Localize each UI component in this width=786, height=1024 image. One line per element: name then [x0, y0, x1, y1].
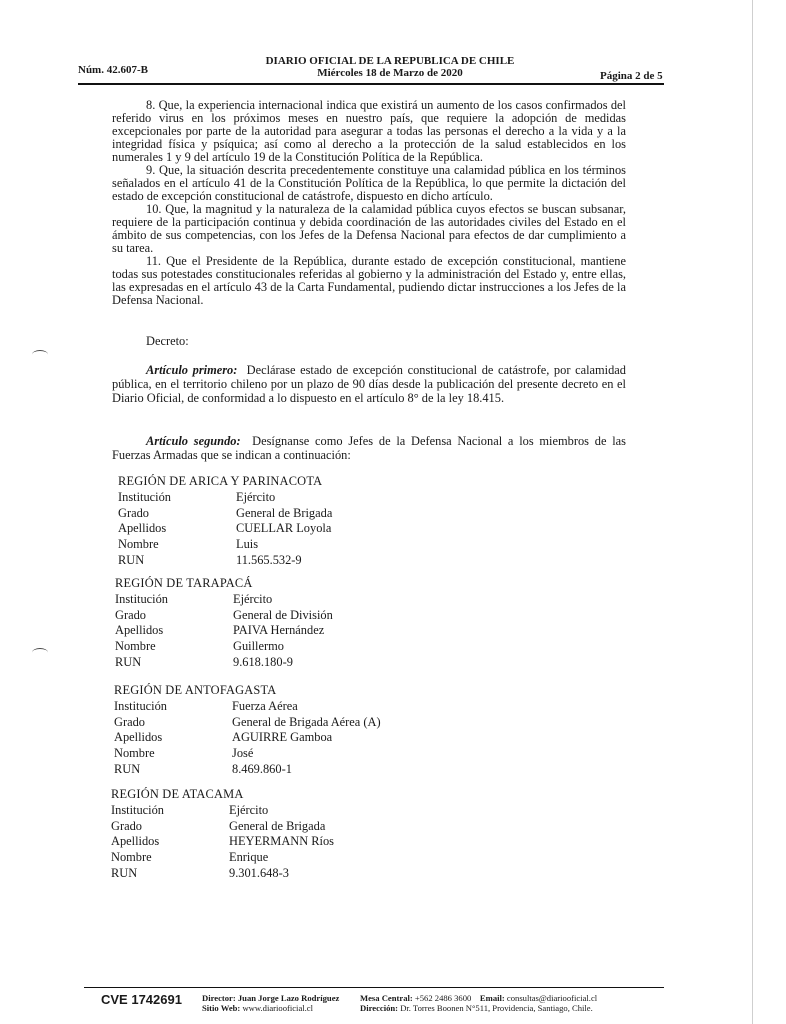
region-block [118, 474, 332, 569]
field-row [111, 834, 334, 850]
field-label: Nombre [115, 639, 156, 654]
field-row [118, 490, 332, 506]
field-row [115, 608, 333, 624]
field-value: General de Brigada [236, 505, 333, 520]
header-divider [78, 83, 664, 85]
field-row [115, 623, 333, 639]
gazette-title-block [180, 55, 600, 79]
field-label: RUN [111, 865, 138, 880]
field-row [115, 655, 333, 671]
field-value: Luis [236, 537, 259, 552]
field-label: Nombre [118, 537, 159, 552]
field-row [115, 592, 333, 608]
field-value: Enrique [229, 850, 269, 865]
email-link[interactable]: consultas@diariooficial.cl [506, 993, 598, 1003]
footer-value: Dr. Torres Boonen N°511, Providencia, Santiago, Chile. [400, 1003, 593, 1013]
field-value: 9.301.648-3 [229, 865, 289, 880]
article-paragraph [112, 434, 626, 462]
article-heading: Artículo primero: [146, 363, 238, 377]
region-block [111, 787, 334, 882]
page-indicator: Página 2 de 5 [600, 70, 663, 82]
decreto-label: Decreto: [146, 334, 189, 348]
article-text: Desígnanse como Jefes de la Defensa Nacional a los miembros de las Fuerzas Armadas que se indican a continuación: [112, 434, 626, 462]
field-value: José [232, 746, 254, 761]
issue-number: Núm. 42.607-B [78, 64, 148, 76]
field-row [118, 506, 332, 522]
field-label: Grado [115, 607, 146, 622]
field-label: Nombre [114, 746, 155, 761]
field-label: Institución [115, 591, 168, 606]
field-value: Fuerza Aérea [232, 698, 298, 713]
article-paragraph [112, 363, 626, 405]
field-row [111, 850, 334, 866]
footer-label: Email: [479, 993, 505, 1003]
field-value: Ejército [229, 802, 269, 817]
paragraph: 9. Que, la situación descrita precedentemente constituye una calamidad pública en los términos señalados en el artículo 41 de la Constitución Política de la República, lo que permite la dictación del estado de excepción constitucional de catástrofe, dispuesto en dicho artículo. [112, 163, 626, 203]
field-value: Guillermo [233, 639, 284, 654]
field-value: Ejército [236, 489, 276, 504]
field-value: PAIVA Hernández [233, 623, 325, 638]
field-label: Institución [118, 489, 171, 504]
field-row [111, 866, 334, 882]
article-first [112, 363, 626, 405]
field-row [111, 819, 334, 835]
field-label: Institución [114, 698, 167, 713]
paragraph: 8. Que, la experiencia internacional indica que existirá un aumento de los casos confirmados del referido virus en los próximos meses en nuestro país, que requiere la adopción de medidas excepcionales por parte de la autoridad para asegurar a todas las personas el derecho a la vida y a la integridad física y psíquica; así como al derecho a la protección de la salud establecidos en los numerales 1 y 9 del artículo 19 de la Constitución Política de la República. [112, 98, 626, 164]
gazette-title: DIARIO OFICIAL DE LA REPUBLICA DE CHILE [265, 55, 515, 67]
region-title: REGIÓN DE ANTOFAGASTA [114, 683, 277, 697]
punch-hole-mark [32, 350, 48, 359]
field-label: Apellidos [114, 730, 163, 745]
field-label: Apellidos [118, 521, 167, 536]
field-value: General de División [233, 607, 333, 622]
website-link[interactable]: www.diariooficial.cl [242, 1003, 313, 1013]
region-title: REGIÓN DE ARICA Y PARINACOTA [118, 474, 323, 488]
field-row [114, 699, 381, 715]
field-value: General de Brigada Aérea (A) [232, 714, 381, 729]
field-value: General de Brigada [229, 818, 326, 833]
footer-label: Dirección: [360, 1003, 399, 1013]
field-row [114, 715, 381, 731]
considerations-block [112, 99, 626, 307]
footer-address [360, 1003, 593, 1013]
field-label: Grado [111, 818, 142, 833]
article-second [112, 434, 626, 462]
field-row [118, 537, 332, 553]
paragraph: 10. Que, la magnitud y la naturaleza de la calamidad pública cuyos efectos se buscan subsanar, requiere de la participación continua y debida coordinación de las autoridades civiles del Estado en el ámbito de sus competencias, con los Jefes de la Defensa Nacional para efectos de dar cumplimiento a su tarea. [112, 202, 626, 255]
field-value: 9.618.180-9 [233, 654, 293, 669]
footer-central [360, 993, 597, 1003]
footer-label: Mesa Central: [360, 993, 413, 1003]
field-row [118, 553, 332, 569]
footer-divider [84, 987, 664, 988]
region-title: REGIÓN DE TARAPACÁ [115, 576, 253, 590]
cve-code: CVE 1742691 [101, 992, 182, 1007]
field-label: Apellidos [115, 623, 164, 638]
field-value: 11.565.532-9 [236, 552, 302, 567]
field-label: RUN [115, 654, 142, 669]
field-value: HEYERMANN Ríos [229, 834, 334, 849]
field-value: Ejército [233, 591, 273, 606]
article-text: Declárase estado de excepción constitucional de catástrofe, por calamidad pública, en el territorio chileno por un plazo de 90 días desde la publicación del presente decreto en el Diario Oficial, de conformidad a lo dispuesto en el artículo 8° de la ley 18.415. [112, 363, 626, 405]
field-label: Grado [118, 505, 149, 520]
footer-value: Juan Jorge Lazo Rodríguez [237, 993, 340, 1003]
field-label: Apellidos [111, 834, 160, 849]
paragraph: 11. Que el Presidente de la República, durante estado de excepción constitucional, mantiene todas sus potestades constitucionales referidas al gobierno y la administración del Estado y, entre ellas, las expresadas en el artículo 43 de la Carta Fundamental, pudiendo dictar instrucciones a los Jefes de la Defensa Nacional. [112, 254, 626, 307]
field-row [118, 521, 332, 537]
punch-hole-mark [32, 648, 48, 657]
field-row [115, 639, 333, 655]
field-label: RUN [118, 552, 145, 567]
issue-date: Miércoles 18 de Marzo de 2020 [317, 67, 463, 79]
field-row [114, 746, 381, 762]
footer-label: Sitio Web: [202, 1003, 241, 1013]
footer-label: Director: [202, 993, 236, 1003]
footer-value: +562 2486 3600 [414, 993, 472, 1003]
field-row [114, 762, 381, 778]
region-block [114, 683, 381, 778]
field-label: Nombre [111, 850, 152, 865]
region-block [115, 576, 333, 671]
field-label: Institución [111, 802, 164, 817]
footer-website [202, 1003, 313, 1013]
field-row [114, 730, 381, 746]
field-row [111, 803, 334, 819]
article-heading: Artículo segundo: [146, 434, 241, 448]
footer-director [202, 993, 339, 1003]
page-edge-line [752, 0, 753, 1024]
field-value: AGUIRRE Gamboa [232, 730, 333, 745]
field-value: 8.469.860-1 [232, 761, 292, 776]
field-value: CUELLAR Loyola [236, 521, 332, 536]
field-label: Grado [114, 714, 145, 729]
region-title: REGIÓN DE ATACAMA [111, 787, 244, 801]
field-label: RUN [114, 761, 141, 776]
